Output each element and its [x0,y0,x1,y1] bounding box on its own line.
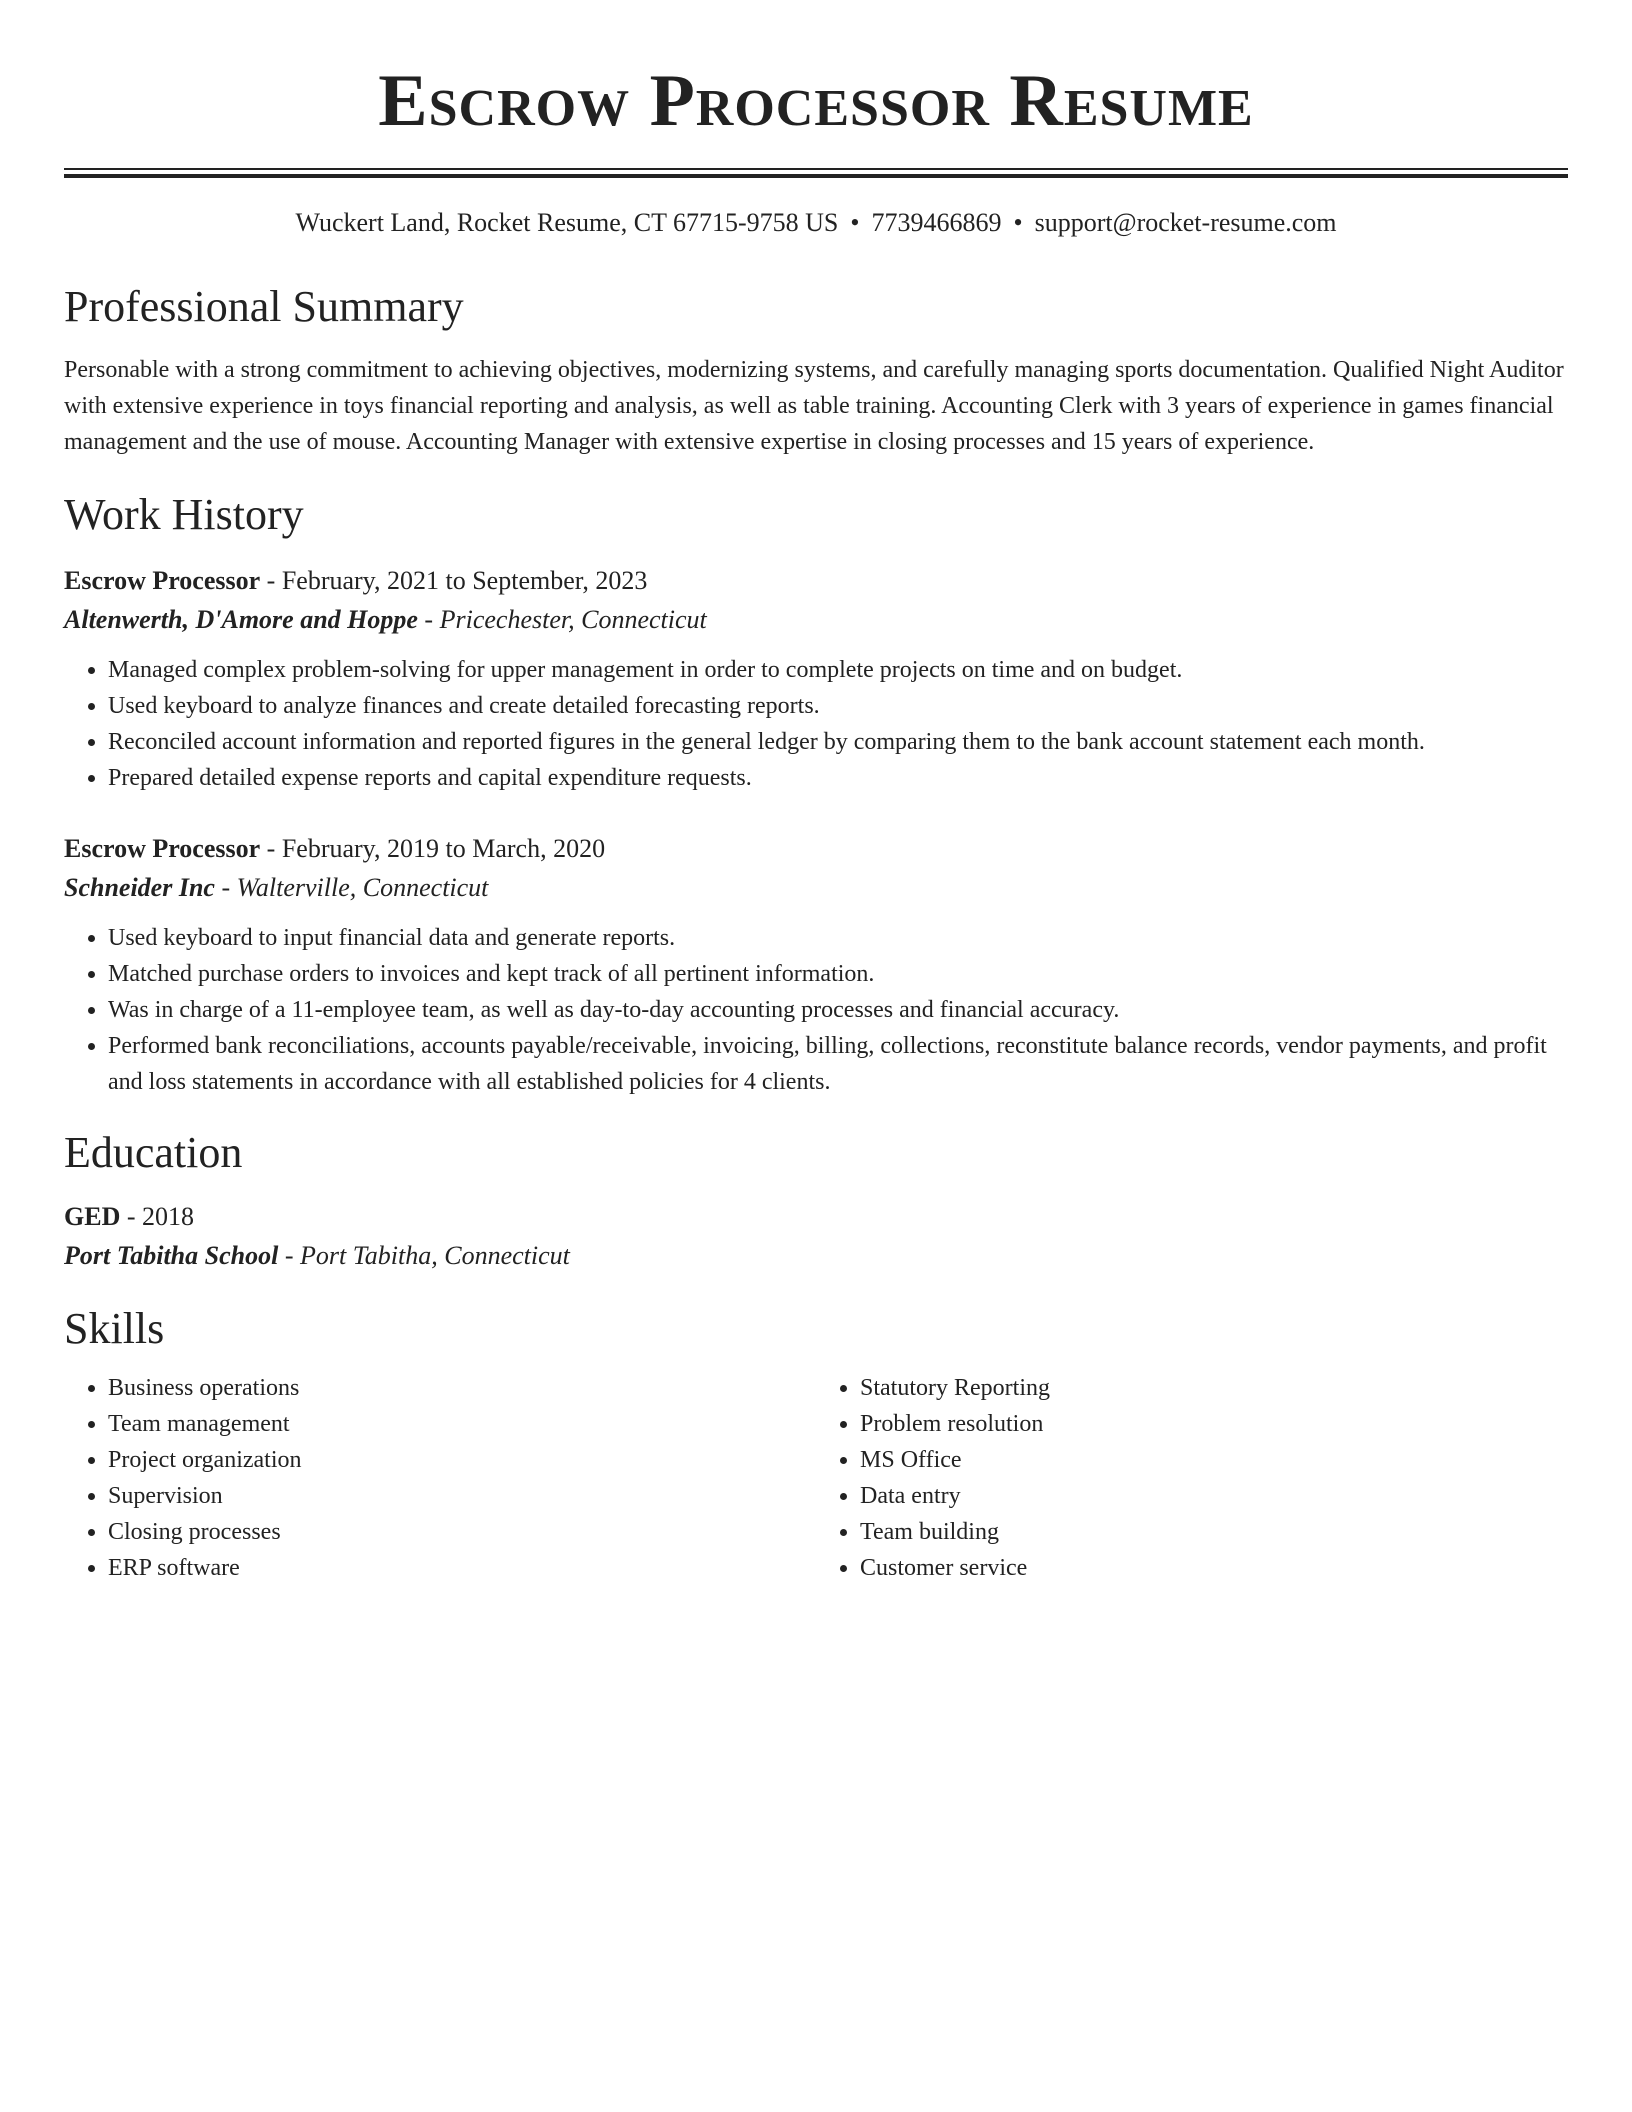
company-location: Pricechester, Connecticut [439,605,707,634]
skill-item: • Closing processes [108,1514,816,1550]
job-duty: • Used keyboard to input financial data and generate reports. [108,920,1568,956]
degree: GED [64,1202,121,1231]
job-duties-list [64,920,1568,1100]
dash-separator: - [417,605,440,634]
skill-item: • Supervision [108,1478,816,1514]
skills-grid [64,1370,1568,1586]
title-divider [64,168,1568,178]
dash-separator: - [120,1202,143,1231]
contact-separator: • [1013,208,1023,237]
skills-list-left [64,1370,816,1586]
job-title: Escrow Processor [64,566,261,595]
company-name: Schneider Inc [64,873,215,902]
work-history-heading: Work History [64,490,304,539]
skill-item: • Problem resolution [860,1406,1568,1442]
graduation-year: 2018 [142,1202,195,1231]
skill-item: • MS Office [860,1442,1568,1478]
job-title: Escrow Processor [64,834,261,863]
summary-text: Personable with a strong commitment to achieving objectives, modernizing systems, and carefully managing sports documentation. Qualified Night Auditor with extensive experience in toys financial reporting and analysis, as well as table training. Accounting Clerk with 3 years of experience in games financial management and the use of mouse. Accounting Manager with extensive expertise in closing processes and 15 years of experience. [64,357,1564,455]
job-duty: • Prepared detailed expense reports and capital expenditure requests. [108,760,1568,796]
company-line [64,868,1568,908]
job-duties-list [64,652,1568,796]
contact-phone: 7739466869 [871,208,1002,237]
dash-separator: - [260,566,282,595]
skill-item: • ERP software [108,1550,816,1586]
school-location: Port Tabitha, Connecticut [299,1241,570,1270]
school-name: Port Tabitha School [64,1241,279,1270]
job-duty: • Was in charge of a 11-employee team, as well as day-to-day accounting processes and financial accuracy. [108,992,1568,1028]
skill-item: • Business operations [108,1370,816,1406]
resume-title: Escrow Processor Resume [378,60,1254,142]
dash-separator: - [278,1241,300,1270]
contact-separator: • [850,208,860,237]
job-title-line [64,562,1568,600]
skill-item: • Project organization [108,1442,816,1478]
skill-item: • Team building [860,1514,1568,1550]
job-duty: • Performed bank reconciliations, accounts payable/receivable, invoicing, billing, collections, reconstitute balance records, vendor payments, and profit and loss statements in accordance with all established policies for 4 clients. [108,1028,1568,1100]
school-line [64,1236,1568,1276]
company-location: Walterville, Connecticut [236,873,489,902]
company-line [64,600,1568,640]
summary-heading: Professional Summary [64,282,464,331]
skills-list-right [816,1370,1568,1586]
education-heading: Education [64,1128,243,1177]
education-entry [64,1198,1568,1276]
skill-item: • Team management [108,1406,816,1442]
job-entry [64,562,1568,796]
company-name: Altenwerth, D'Amore and Hoppe [64,605,418,634]
dash-separator: - [260,834,282,863]
degree-line [64,1198,1568,1236]
skill-item: • Statutory Reporting [860,1370,1568,1406]
dash-separator: - [214,873,237,902]
contact-email: support@rocket-resume.com [1034,208,1337,237]
contact-line [64,206,1568,240]
job-duty: • Used keyboard to analyze finances and create detailed forecasting reports. [108,688,1568,724]
skill-item: • Customer service [860,1550,1568,1586]
job-title-line [64,830,1568,868]
skills-heading: Skills [64,1304,165,1353]
job-dates: February, 2019 to March, 2020 [281,834,606,863]
job-entry [64,830,1568,1100]
job-duty: • Reconciled account information and reported figures in the general ledger by comparing them to the bank account statement each month. [108,724,1568,760]
job-dates: February, 2021 to September, 2023 [281,566,648,595]
job-duty: • Managed complex problem-solving for upper management in order to complete projects on time and on budget. [108,652,1568,688]
contact-address: Wuckert Land, Rocket Resume, CT 67715-9758 US [295,208,839,237]
job-duty: • Matched purchase orders to invoices and kept track of all pertinent information. [108,956,1568,992]
skill-item: • Data entry [860,1478,1568,1514]
